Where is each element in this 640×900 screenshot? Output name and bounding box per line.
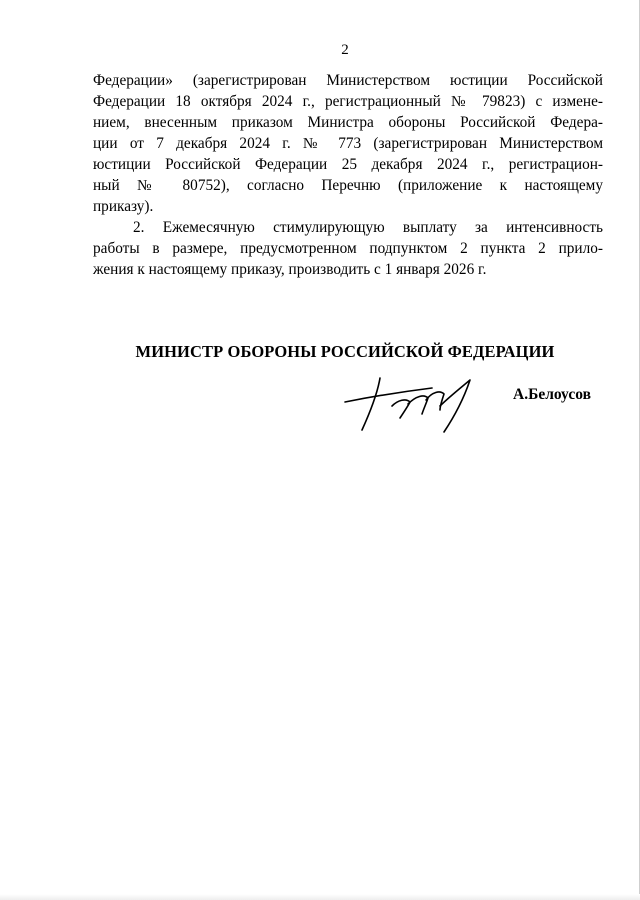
paragraph-line: ции от 7 декабря 2024 г. № 773 (зарегистрирован Министерством xyxy=(93,135,603,152)
signer-name: А.Белоусов xyxy=(513,386,591,403)
paragraph-line: Федерации» (зарегистрирован Министерством юстиции Российской xyxy=(93,72,603,89)
paragraph-line: работы в размере, предусмотренном подпунктом 2 пункта 2 прило- xyxy=(93,240,603,257)
signatory-title: МИНИСТР ОБОРОНЫ РОССИЙСКОЙ ФЕДЕРАЦИИ xyxy=(135,342,555,361)
paragraph-line: приказу). xyxy=(93,198,154,215)
paragraph-2 xyxy=(93,217,603,280)
paragraph-line: ный № 80752), согласно Перечню (приложение к настоящему xyxy=(93,177,603,194)
document-body xyxy=(93,70,603,280)
paragraph-line: жения к настоящему приказу, производить с 1 января 2026 г. xyxy=(93,261,487,278)
paragraph-line: Федерации 18 октября 2024 г., регистрационный № 79823) с измене- xyxy=(93,93,603,110)
page-number: 2 xyxy=(341,42,349,58)
paragraph-line: нием, внесенным приказом Министра обороны Российской Федера- xyxy=(93,114,603,131)
paragraph-line: 2. Ежемесячную стимулирующую выплату за интенсивность xyxy=(133,219,603,236)
handwritten-signature xyxy=(340,368,490,438)
paragraph-line: юстиции Российской Федерации 25 декабря 2024 г., регистрацион- xyxy=(93,156,603,173)
paragraph-1 xyxy=(93,70,603,217)
page-bottom-edge xyxy=(0,894,640,900)
